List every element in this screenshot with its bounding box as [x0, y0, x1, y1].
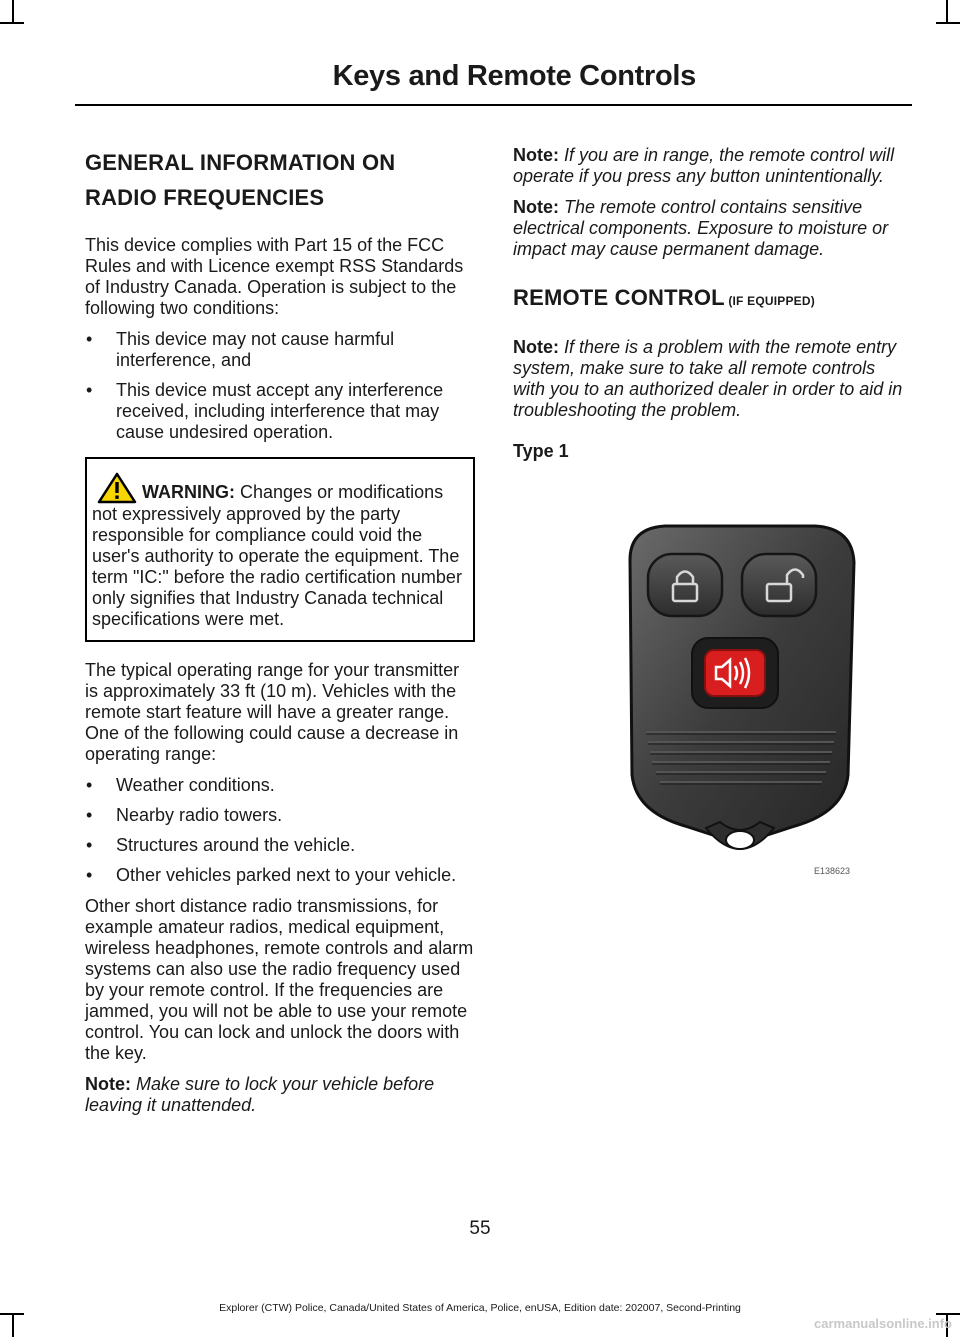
range-paragraph: The typical operating range for your transmitter is approximately 33 ft (10 m). Vehicles with the remote start feature will have a greater range. One of the following could cause a decrease in operating range: — [85, 660, 460, 764]
note-paragraph — [85, 1074, 475, 1116]
crop-mark — [12, 0, 14, 24]
watermark: carmanualsonline.info — [814, 1316, 952, 1331]
note-text: The remote control contains sensitive electrical components. Exposure to moisture or impact may cause permanent damage. — [513, 197, 889, 259]
warning-label: WARNING: — [142, 482, 236, 502]
note-text: If there is a problem with the remote entry system, make sure to take all remote controls with you to an authorized dealer in order to aid in troubleshooting the problem. — [513, 337, 903, 420]
section-heading — [513, 280, 908, 319]
list-item: • Other vehicles parked next to your vehicle. — [85, 865, 475, 886]
crop-mark — [12, 1313, 14, 1337]
type-label: Type 1 — [513, 441, 569, 461]
warning-triangle-icon — [97, 472, 137, 504]
right-column — [513, 145, 908, 472]
warning-paragraph — [92, 472, 465, 630]
figure-code: E138623 — [813, 866, 850, 876]
intro-paragraph: This device complies with Part 15 of the FCC Rules and with Licence exempt RSS Standards of Industry Canada. Operation is subject to the following two conditions: — [85, 235, 464, 318]
crop-mark — [0, 22, 24, 24]
heading-line2: RADIO FREQUENCIES — [85, 185, 325, 210]
list-item: • This device may not cause harmful interference, and — [85, 329, 475, 371]
note-text: Make sure to lock your vehicle before leaving it unattended. — [85, 1074, 435, 1115]
note-label: Note: — [513, 337, 559, 357]
section-heading — [85, 145, 475, 215]
conditions-list — [85, 329, 475, 443]
warning-text: Changes or modifications not expressively approved by the party responsible for compliance could void the user's authority to operate the equipment. The term "IC:" before the radio certification number only signifies that Industry Canada technical specifications were met. — [92, 482, 462, 629]
list-item: • This device must accept any interference received, including interference that may cause undesired operation. — [85, 380, 475, 443]
note-paragraph — [513, 145, 908, 187]
page-header-title: Keys and Remote Controls — [332, 60, 696, 92]
page-footer: Explorer (CTW) Police, Canada/United States of America, Police, enUSA, Edition date: 202007, Second-Printing — [219, 1302, 741, 1314]
left-column — [85, 145, 475, 1126]
crop-mark — [936, 22, 960, 24]
note-label: Note: — [85, 1074, 131, 1094]
note-paragraph — [513, 197, 908, 260]
remote-fob-illustration — [610, 520, 870, 880]
header-divider — [75, 104, 912, 106]
range-factors-list — [85, 775, 475, 886]
note-label: Note: — [513, 145, 559, 165]
heading-line1: GENERAL INFORMATION ON — [85, 150, 396, 175]
list-item: • Structures around the vehicle. — [85, 835, 475, 856]
note-label: Note: — [513, 197, 559, 217]
crop-mark — [946, 0, 948, 24]
warning-box — [85, 457, 475, 642]
page-number: 55 — [469, 1218, 491, 1239]
heading-text: REMOTE CONTROL — [513, 285, 725, 310]
note-paragraph — [513, 337, 908, 421]
heading-suffix: (IF EQUIPPED) — [724, 294, 815, 308]
other-transmissions-paragraph: Other short distance radio transmissions, for example amateur radios, medical equipment, wireless headphones, remote controls and alarm systems can also use the radio frequency used by your remote control. If the frequencies are jammed, you will not be able to use your remote control. You can lock and unlock the doors with the key. — [85, 896, 474, 1063]
list-item: • Weather conditions. — [85, 775, 475, 796]
list-item: • Nearby radio towers. — [85, 805, 475, 826]
note-text: If you are in range, the remote control will operate if you press any button unintentionally. — [513, 145, 895, 186]
